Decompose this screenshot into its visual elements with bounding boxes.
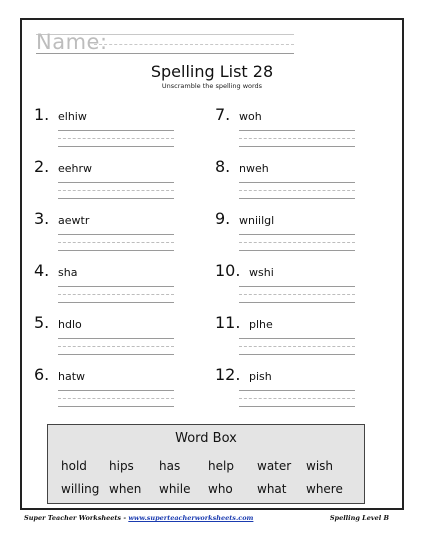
scrambled-word: wniilgl [239, 214, 275, 227]
scrambled-word: woh [239, 110, 262, 123]
answer-line [239, 234, 355, 235]
item-number: 5. [34, 313, 50, 332]
answer-line [58, 130, 174, 131]
word-box-word: wish [306, 459, 334, 473]
word-box-word: where [306, 482, 343, 496]
item-number: 9. [215, 209, 231, 228]
item-number: 4. [34, 261, 50, 280]
answer-line [239, 406, 355, 407]
answer-guide-line [58, 242, 174, 243]
scrambled-word: eehrw [58, 162, 93, 175]
answer-line [239, 354, 355, 355]
answer-guide-line [58, 190, 174, 191]
footer-credit [24, 514, 253, 522]
word-box-word: has [159, 459, 181, 473]
item-number: 2. [34, 157, 50, 176]
scrambled-word: pish [249, 370, 272, 383]
footer-website-link[interactable]: www.superteacherworksheets.com [128, 514, 254, 522]
answer-line [239, 338, 355, 339]
scrambled-word: sha [58, 266, 78, 279]
scrambled-word: hatw [58, 370, 86, 383]
answer-line [239, 130, 355, 131]
word-box-word: what [257, 482, 287, 496]
answer-guide-line [239, 294, 355, 295]
answer-guide-line [239, 138, 355, 139]
item-number: 3. [34, 209, 50, 228]
answer-line [58, 302, 174, 303]
worksheet-frame [20, 18, 404, 510]
answer-guide-line [58, 398, 174, 399]
answer-line [58, 338, 174, 339]
word-box-word: help [208, 459, 234, 473]
scrambled-word: plhe [249, 318, 273, 331]
answer-line [239, 250, 355, 251]
word-box [47, 424, 365, 504]
name-guide-line-middle [94, 44, 294, 45]
word-box-word: hips [109, 459, 134, 473]
item-number: 8. [215, 157, 231, 176]
answer-guide-line [58, 138, 174, 139]
scrambled-word: wshi [249, 266, 274, 279]
item-number: 11. [215, 313, 241, 332]
answer-guide-line [239, 346, 355, 347]
item-number: 10. [215, 261, 241, 280]
word-box-title: Word Box [175, 431, 237, 446]
page-title: Spelling List 28 [150, 62, 274, 81]
footer-credit-text: Super Teacher Worksheets - [24, 514, 129, 522]
answer-guide-line [58, 346, 174, 347]
word-box-word: when [109, 482, 142, 496]
answer-line [239, 390, 355, 391]
answer-line [58, 286, 174, 287]
item-number: 12. [215, 365, 241, 384]
answer-line [58, 250, 174, 251]
word-box-word: hold [61, 459, 87, 473]
scrambled-word: nweh [239, 162, 269, 175]
page-subtitle: Unscramble the spelling words [161, 82, 263, 90]
answer-guide-line [239, 242, 355, 243]
answer-guide-line [239, 190, 355, 191]
word-box-word: who [208, 482, 233, 496]
item-number: 7. [215, 105, 231, 124]
answer-line [239, 182, 355, 183]
word-box-word: water [257, 459, 292, 473]
answer-line [58, 234, 174, 235]
word-box-word: willing [61, 482, 100, 496]
answer-line [58, 390, 174, 391]
scrambled-word: elhiw [58, 110, 87, 123]
answer-line [58, 182, 174, 183]
item-number: 1. [34, 105, 50, 124]
answer-line [58, 354, 174, 355]
answer-line [239, 146, 355, 147]
answer-guide-line [58, 294, 174, 295]
answer-line [239, 286, 355, 287]
answer-line [58, 406, 174, 407]
scrambled-word: hdlo [58, 318, 82, 331]
item-number: 6. [34, 365, 50, 384]
word-box-word: while [159, 482, 191, 496]
name-label: Name: [36, 30, 108, 54]
scrambled-word: aewtr [58, 214, 90, 227]
answer-line [239, 302, 355, 303]
answer-guide-line [239, 398, 355, 399]
answer-line [58, 146, 174, 147]
answer-line [58, 198, 174, 199]
footer-level: Spelling Level B [329, 514, 389, 522]
answer-line [239, 198, 355, 199]
